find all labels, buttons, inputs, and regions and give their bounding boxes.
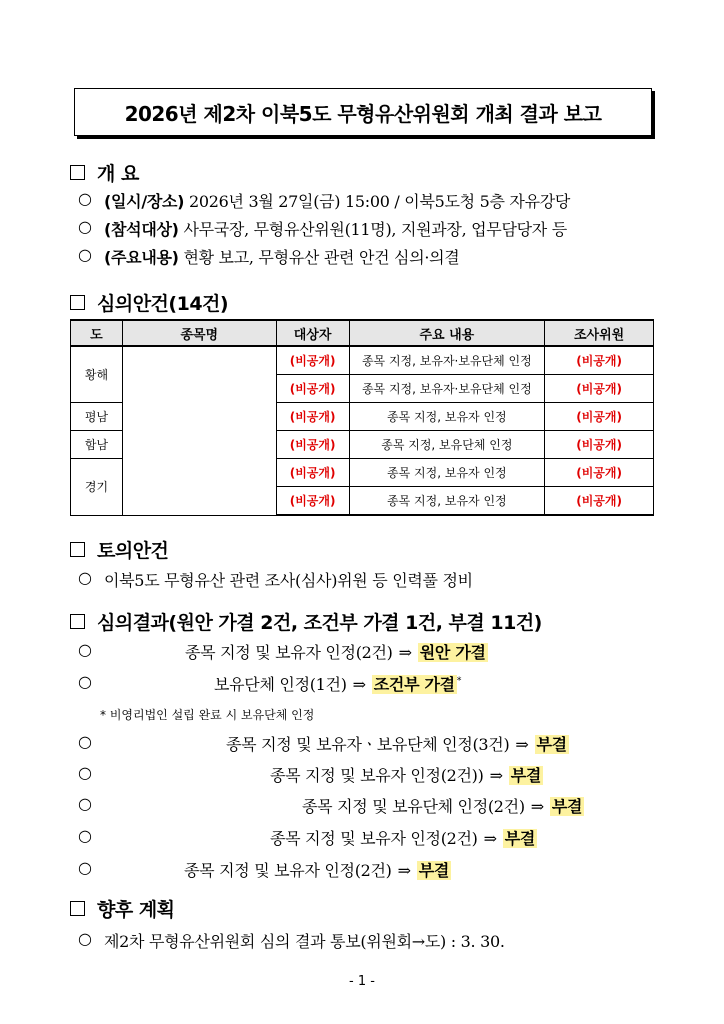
plan-item: 제2차 무형유산위원회 심의 결과 통보(위원회→도) : 3. 30. (104, 932, 505, 951)
arrow-icon: ⇒ (397, 861, 411, 880)
bullet-icon: ○ (78, 217, 92, 236)
section-heading-agenda (70, 289, 228, 316)
content-cell: 종목 지정, 보유자 인정 (349, 403, 545, 431)
page-number: - 1 - (349, 974, 375, 989)
target-cell: (비공개) (276, 375, 349, 403)
checkbox-square-icon (70, 295, 85, 310)
investigator-cell: (비공개) (545, 487, 654, 516)
checkbox-square-icon (70, 542, 85, 557)
arrow-icon: ⇒ (489, 766, 503, 785)
section-heading-text: 향후 계획 (97, 899, 175, 921)
content-cell: 종목 지정, 보유자 인정 (349, 487, 545, 516)
bullet-icon: ○ (78, 794, 92, 813)
overview-label: (주요내용) (104, 248, 179, 267)
arrow-icon: ⇒ (483, 829, 497, 848)
table-row (71, 346, 654, 375)
section-heading-overview (70, 159, 139, 186)
overview-text: 현황 보고, 무형유산 관련 안건 심의·의결 (183, 248, 460, 267)
overview-label: (참석대상) (104, 220, 179, 239)
investigator-cell: (비공개) (545, 375, 654, 403)
footnote-mark: * (456, 676, 462, 687)
content-cell: 종목 지정, 보유자 인정 (349, 459, 545, 487)
bullet-icon: ○ (78, 245, 92, 264)
overview-label: (일시/장소) (104, 192, 185, 211)
result-text: 종목 지정 및 보유자 인정(2건) (270, 829, 478, 848)
content-cell: 종목 지정, 보유단체 인정 (349, 431, 545, 459)
target-cell: (비공개) (276, 346, 349, 375)
content-cell: 종목 지정, 보유자·보유단체 인정 (349, 375, 545, 403)
investigator-cell: (비공개) (545, 431, 654, 459)
column-header: 종목명 (122, 320, 276, 346)
arrow-icon: ⇒ (530, 797, 544, 816)
province-cell: 평남 (71, 403, 123, 431)
result-text: 종목 지정 및 보유자 인정(2건) (185, 643, 393, 662)
result-badge: 부결 (551, 797, 583, 816)
bullet-icon: ○ (78, 763, 92, 782)
section-heading-text: 개 요 (97, 163, 139, 185)
result-text: 종목 지정 및 보유자 인정(2건) (184, 861, 392, 880)
overview-item-contents (104, 245, 459, 268)
result-item (302, 794, 584, 817)
section-heading-discussion (70, 536, 168, 563)
target-cell: (비공개) (276, 459, 349, 487)
bullet-icon: ○ (78, 732, 92, 751)
section-heading-results (70, 608, 542, 635)
result-badge: 부결 (504, 829, 536, 848)
checkbox-square-icon (70, 614, 85, 629)
section-heading-text: 심의안건(14건) (97, 293, 229, 315)
bullet-icon: ○ (78, 568, 92, 587)
section-heading-text: 토의안건 (97, 540, 169, 562)
bullet-icon: ○ (78, 189, 92, 208)
column-header: 주요 내용 (349, 320, 545, 346)
bullet-icon: ○ (78, 672, 92, 691)
result-text: 종목 지정 및 보유자 인정(2건)) (270, 766, 484, 785)
investigator-cell: (비공개) (545, 459, 654, 487)
footnote: * 비영리법인 설립 완료 시 보유단체 인정 (100, 708, 315, 722)
province-cell: 황해 (71, 346, 123, 403)
investigator-cell: (비공개) (545, 403, 654, 431)
arrow-icon: ⇒ (398, 643, 412, 662)
discussion-item: 이북5도 무형유산 관련 조사(심사)위원 등 인력풀 정비 (104, 571, 473, 590)
province-cell: 경기 (71, 459, 123, 516)
result-item (184, 858, 451, 881)
target-cell: (비공개) (276, 403, 349, 431)
checkbox-square-icon (70, 165, 85, 180)
arrow-icon: ⇒ (515, 735, 529, 754)
section-heading-text: 심의결과(원안 가결 2건, 조건부 가결 1건, 부결 11건) (97, 612, 542, 634)
content-cell: 종목 지정, 보유자·보유단체 인정 (349, 346, 545, 375)
column-header: 조사위원 (545, 320, 654, 346)
province-cell: 함남 (71, 431, 123, 459)
result-item (185, 640, 488, 663)
column-header: 도 (71, 320, 123, 346)
bullet-icon: ○ (78, 826, 92, 845)
overview-text: 사무국장, 무형유산위원(11명), 지원과장, 업무담당자 등 (183, 220, 567, 239)
bullet-icon: ○ (78, 929, 92, 948)
agenda-table (70, 319, 654, 516)
column-header: 대상자 (276, 320, 349, 346)
arrow-icon: ⇒ (352, 675, 366, 694)
result-item (270, 763, 543, 786)
document-title: 2026년 제2차 이북5도 무형유산위원회 개최 결과 보고 (74, 88, 652, 136)
investigator-cell: (비공개) (545, 346, 654, 375)
result-badge: 부결 (418, 861, 450, 880)
item-name-cell (122, 346, 276, 515)
result-text: 종목 지정 및 보유자ㆍ보유단체 인정(3건) (226, 735, 510, 754)
result-badge: 원안 가결 (419, 643, 486, 662)
section-heading-plan (70, 895, 175, 922)
overview-text: 2026년 3월 27일(금) 15:00 / 이북5도청 5층 자유강당 (189, 192, 571, 211)
bullet-icon: ○ (78, 858, 92, 877)
result-item (226, 732, 569, 755)
target-cell: (비공개) (276, 431, 349, 459)
result-badge: 부결 (510, 766, 541, 785)
table-header-row (71, 320, 654, 346)
result-item (214, 672, 461, 695)
result-item (270, 826, 537, 849)
target-cell: (비공개) (276, 487, 349, 516)
result-text: 보유단체 인정(1건) (214, 675, 347, 694)
result-badge: 조건부 가결 (373, 675, 455, 694)
result-badge: 부결 (536, 735, 567, 754)
result-text: 종목 지정 및 보유단체 인정(2건) (302, 797, 525, 816)
checkbox-square-icon (70, 901, 85, 916)
overview-item-attendees (104, 217, 567, 240)
overview-item-schedule (104, 189, 570, 212)
bullet-icon: ○ (78, 640, 92, 659)
